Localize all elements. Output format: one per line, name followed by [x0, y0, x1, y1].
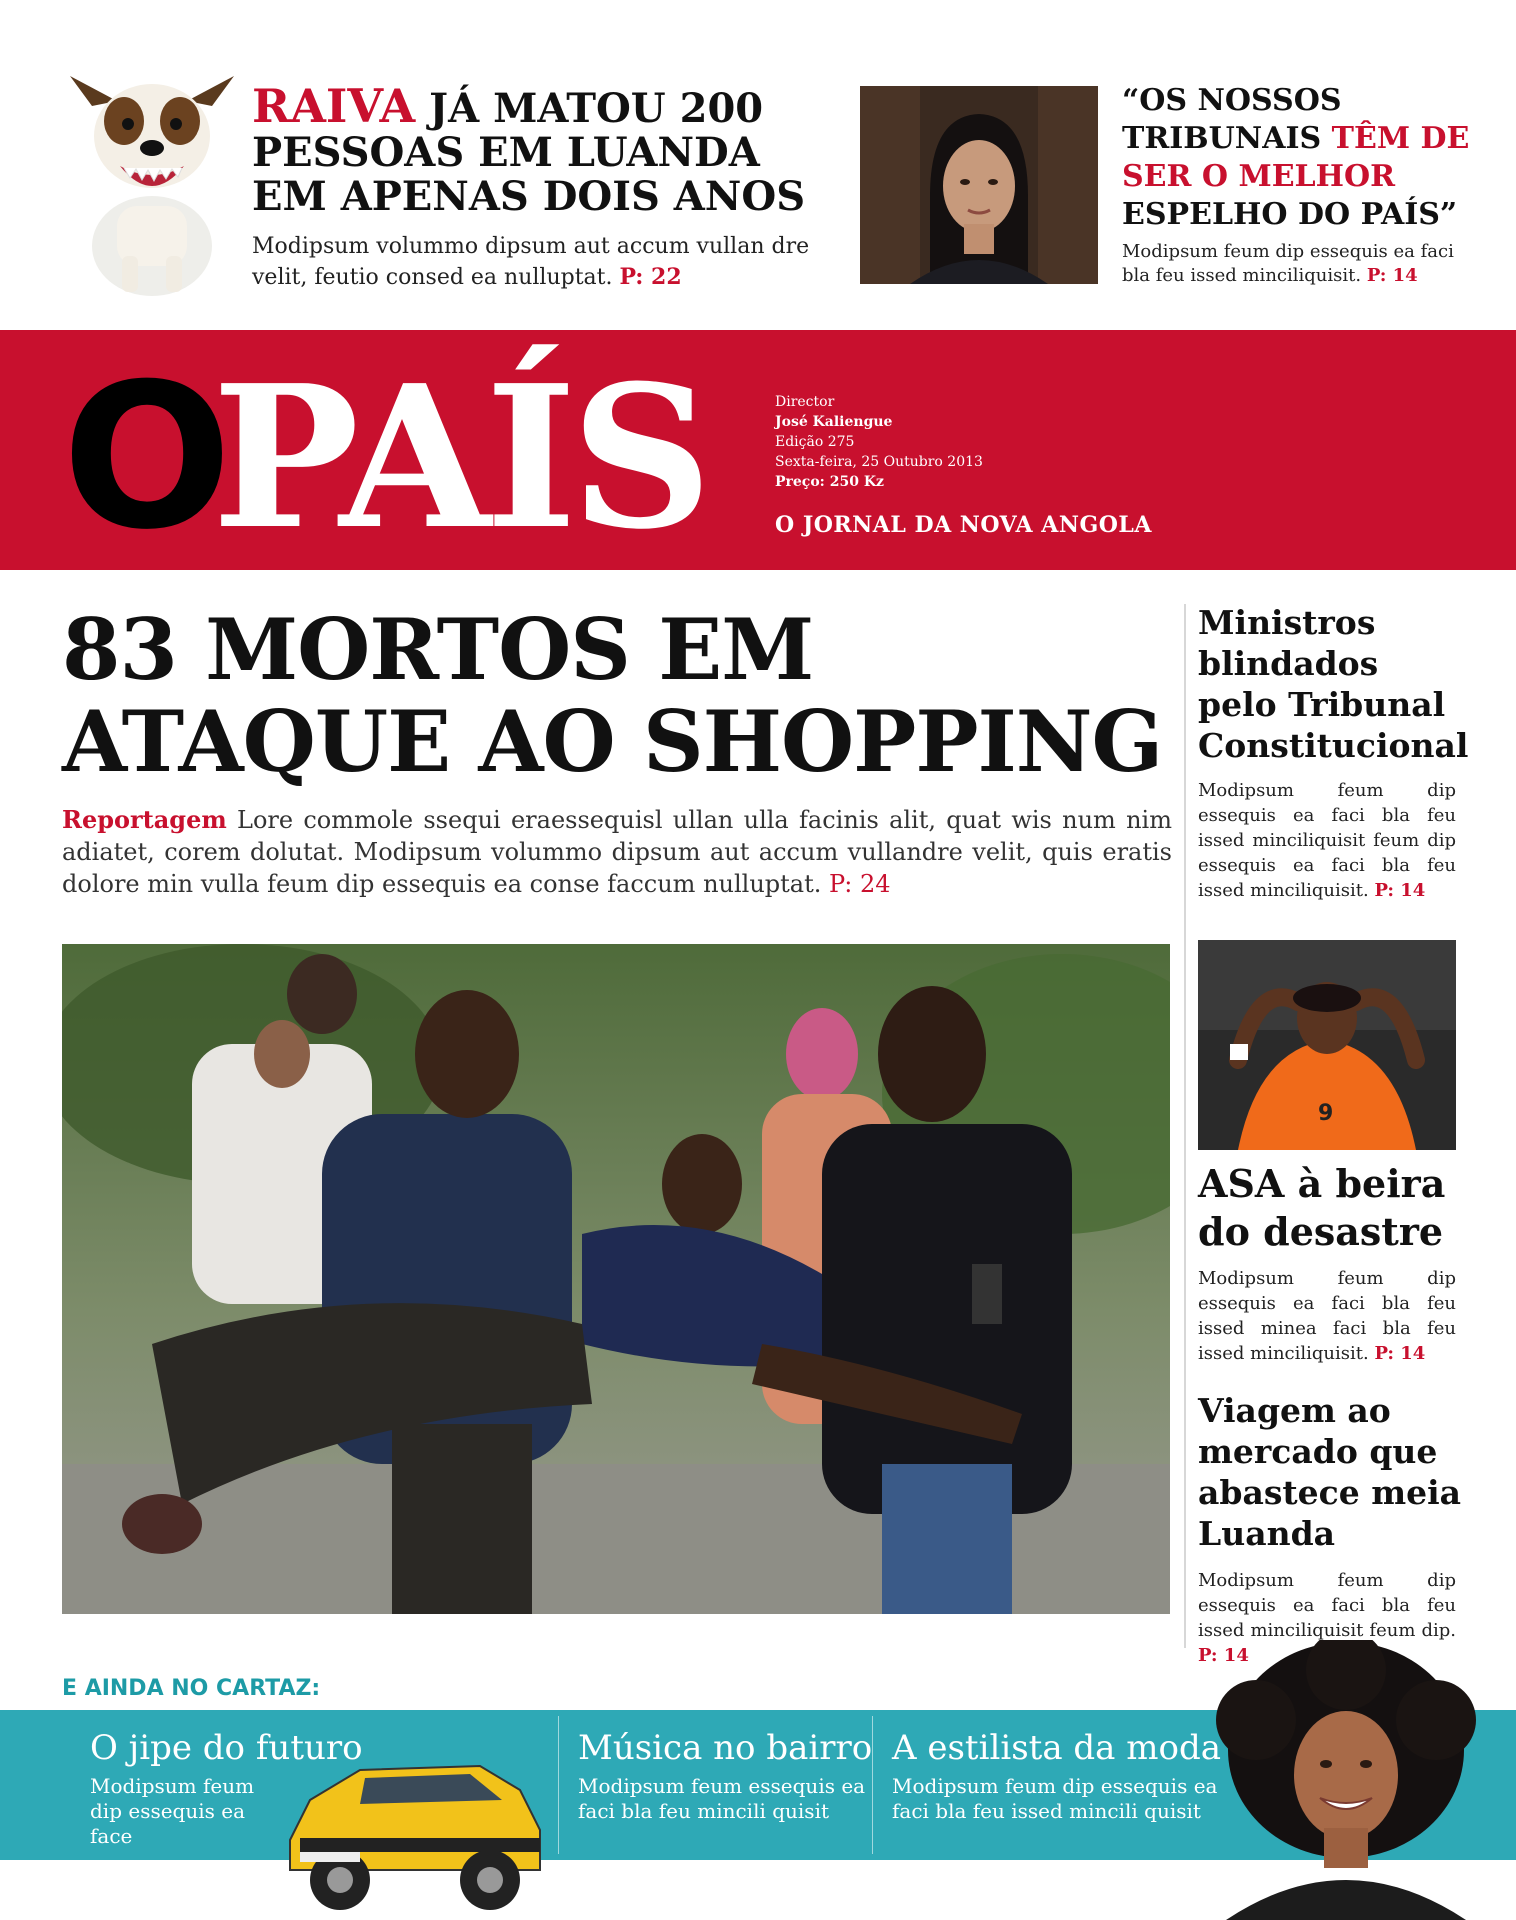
main-lede-text: Lore commole ssequi eraessequisl ullan ulla facinis alit, quat wis num nim adiatet, corem dolutat. Modipsum volummo dipsum aut accum vullandre velit, quis eratis dolore min vulla feum dip essequis ea conse faccum nulluptat.: [62, 806, 1172, 898]
cartaz-label: E AINDA NO CARTAZ:: [62, 1676, 321, 1701]
cartaz-item3-body: Modipsum feum dip essequis ea faci bla feu issed mincili quisit: [892, 1774, 1218, 1823]
sidebar-story1-text: Modipsum feum dip essequis ea faci bla feu issed minciliquisit feum dip essequis ea faci bla feu issed minciliquisit.: [1198, 780, 1456, 901]
edition: Edição 275: [775, 434, 855, 450]
teaser-top-right-title-red: TÊM DE SER O MELHOR: [1122, 121, 1470, 194]
sidebar-story2-text: Modipsum feum dip essequis ea faci bla feu issed minea faci bla feu issed minciliquisit.: [1198, 1268, 1456, 1364]
sidebar-story3-page-ref[interactable]: P: 14: [1198, 1645, 1249, 1666]
main-kicker: Reportagem: [62, 805, 227, 834]
sidebar-story1-page-ref[interactable]: P: 14: [1374, 880, 1426, 901]
sidebar-story3-text: Modipsum feum dip essequis ea faci bla feu issed minciliquisit feum dip.: [1198, 1570, 1456, 1641]
teaser-top-left-text: Modipsum volummo dipsum aut accum vullan dre velit, feutio consed ea nulluptat.: [252, 234, 810, 290]
sidebar-story1-headline[interactable]: Ministros blindados pelo Tribunal Constitucional: [1198, 603, 1469, 765]
cartaz-item1-headline[interactable]: O jipe do futuro: [90, 1728, 363, 1768]
sidebar-story2-headline[interactable]: ASA à beira do desastre: [1198, 1161, 1446, 1254]
cartaz-item2-body: Modipsum feum essequis ea faci bla feu mincili quisit: [578, 1774, 866, 1823]
column-divider: [1184, 604, 1186, 1648]
rescue-photo[interactable]: [62, 944, 1170, 1614]
svg-text:9: 9: [1318, 1101, 1334, 1126]
teaser-top-right-text: Modipsum feum dip essequis ea faci bla feu issed minciliquisit.: [1122, 241, 1454, 286]
director-label: Director: [775, 394, 835, 410]
masthead-info: [775, 392, 1095, 492]
footballer-photo[interactable]: [1198, 940, 1456, 1150]
main-page-ref[interactable]: P: 24: [829, 870, 891, 898]
teaser-top-right-title-b: ESPELHO DO PAÍS”: [1122, 197, 1458, 232]
main-headline[interactable]: 83 MORTOS EM ATAQUE AO SHOPPING: [62, 600, 1163, 791]
teaser-top-right-title-a: “OS NOSSOS TRIBUNAIS: [1122, 83, 1342, 156]
teaser-top-right-title[interactable]: [1122, 82, 1482, 234]
director-name: José Kaliengue: [775, 414, 893, 430]
teaser-top-left-title[interactable]: [252, 79, 812, 220]
price: Preço: 250 Kz: [775, 474, 884, 490]
issue-date: Sexta-feira, 25 Outubro 2013: [775, 454, 983, 470]
main-lede: [62, 804, 1172, 900]
woman-portrait-photo: [860, 86, 1098, 284]
teaser-top-left-title-red: RAIVA: [252, 79, 416, 133]
cartaz-item1-body: Modipsum feum dip essequis ea face: [90, 1774, 255, 1848]
teaser-top-left-body: [252, 232, 812, 293]
dog-photo: [62, 66, 242, 296]
sidebar-story2-body: [1198, 1266, 1456, 1366]
sidebar-story1-body: [1198, 778, 1456, 903]
masthead-tagline: O JORNAL DA NOVA ANGOLA: [775, 512, 1152, 538]
sidebar-story2-page-ref[interactable]: P: 14: [1374, 1343, 1426, 1364]
teaser-top-right-page-ref[interactable]: P: 14: [1366, 265, 1418, 286]
masthead-logo-o[interactable]: O: [62, 341, 225, 574]
teaser-top-left-title-rest: JÁ MATOU 200 PESSOAS EM LUANDA EM APENAS DOIS ANOS: [252, 85, 806, 220]
yellow-jeep-photo[interactable]: [270, 1730, 560, 1920]
masthead-logo-pais[interactable]: PAÍS: [212, 343, 707, 573]
cartaz-item3-headline[interactable]: A estilista da moda: [892, 1728, 1221, 1768]
cartaz-item2-headline[interactable]: Música no bairro: [578, 1728, 873, 1768]
teaser-top-left-page-ref[interactable]: P: 22: [619, 264, 682, 290]
smiling-woman-photo[interactable]: [1196, 1640, 1496, 1920]
teaser-top-right-body: [1122, 240, 1482, 288]
sidebar-story3-headline[interactable]: Viagem ao mercado que abastece meia Luanda: [1198, 1391, 1462, 1553]
